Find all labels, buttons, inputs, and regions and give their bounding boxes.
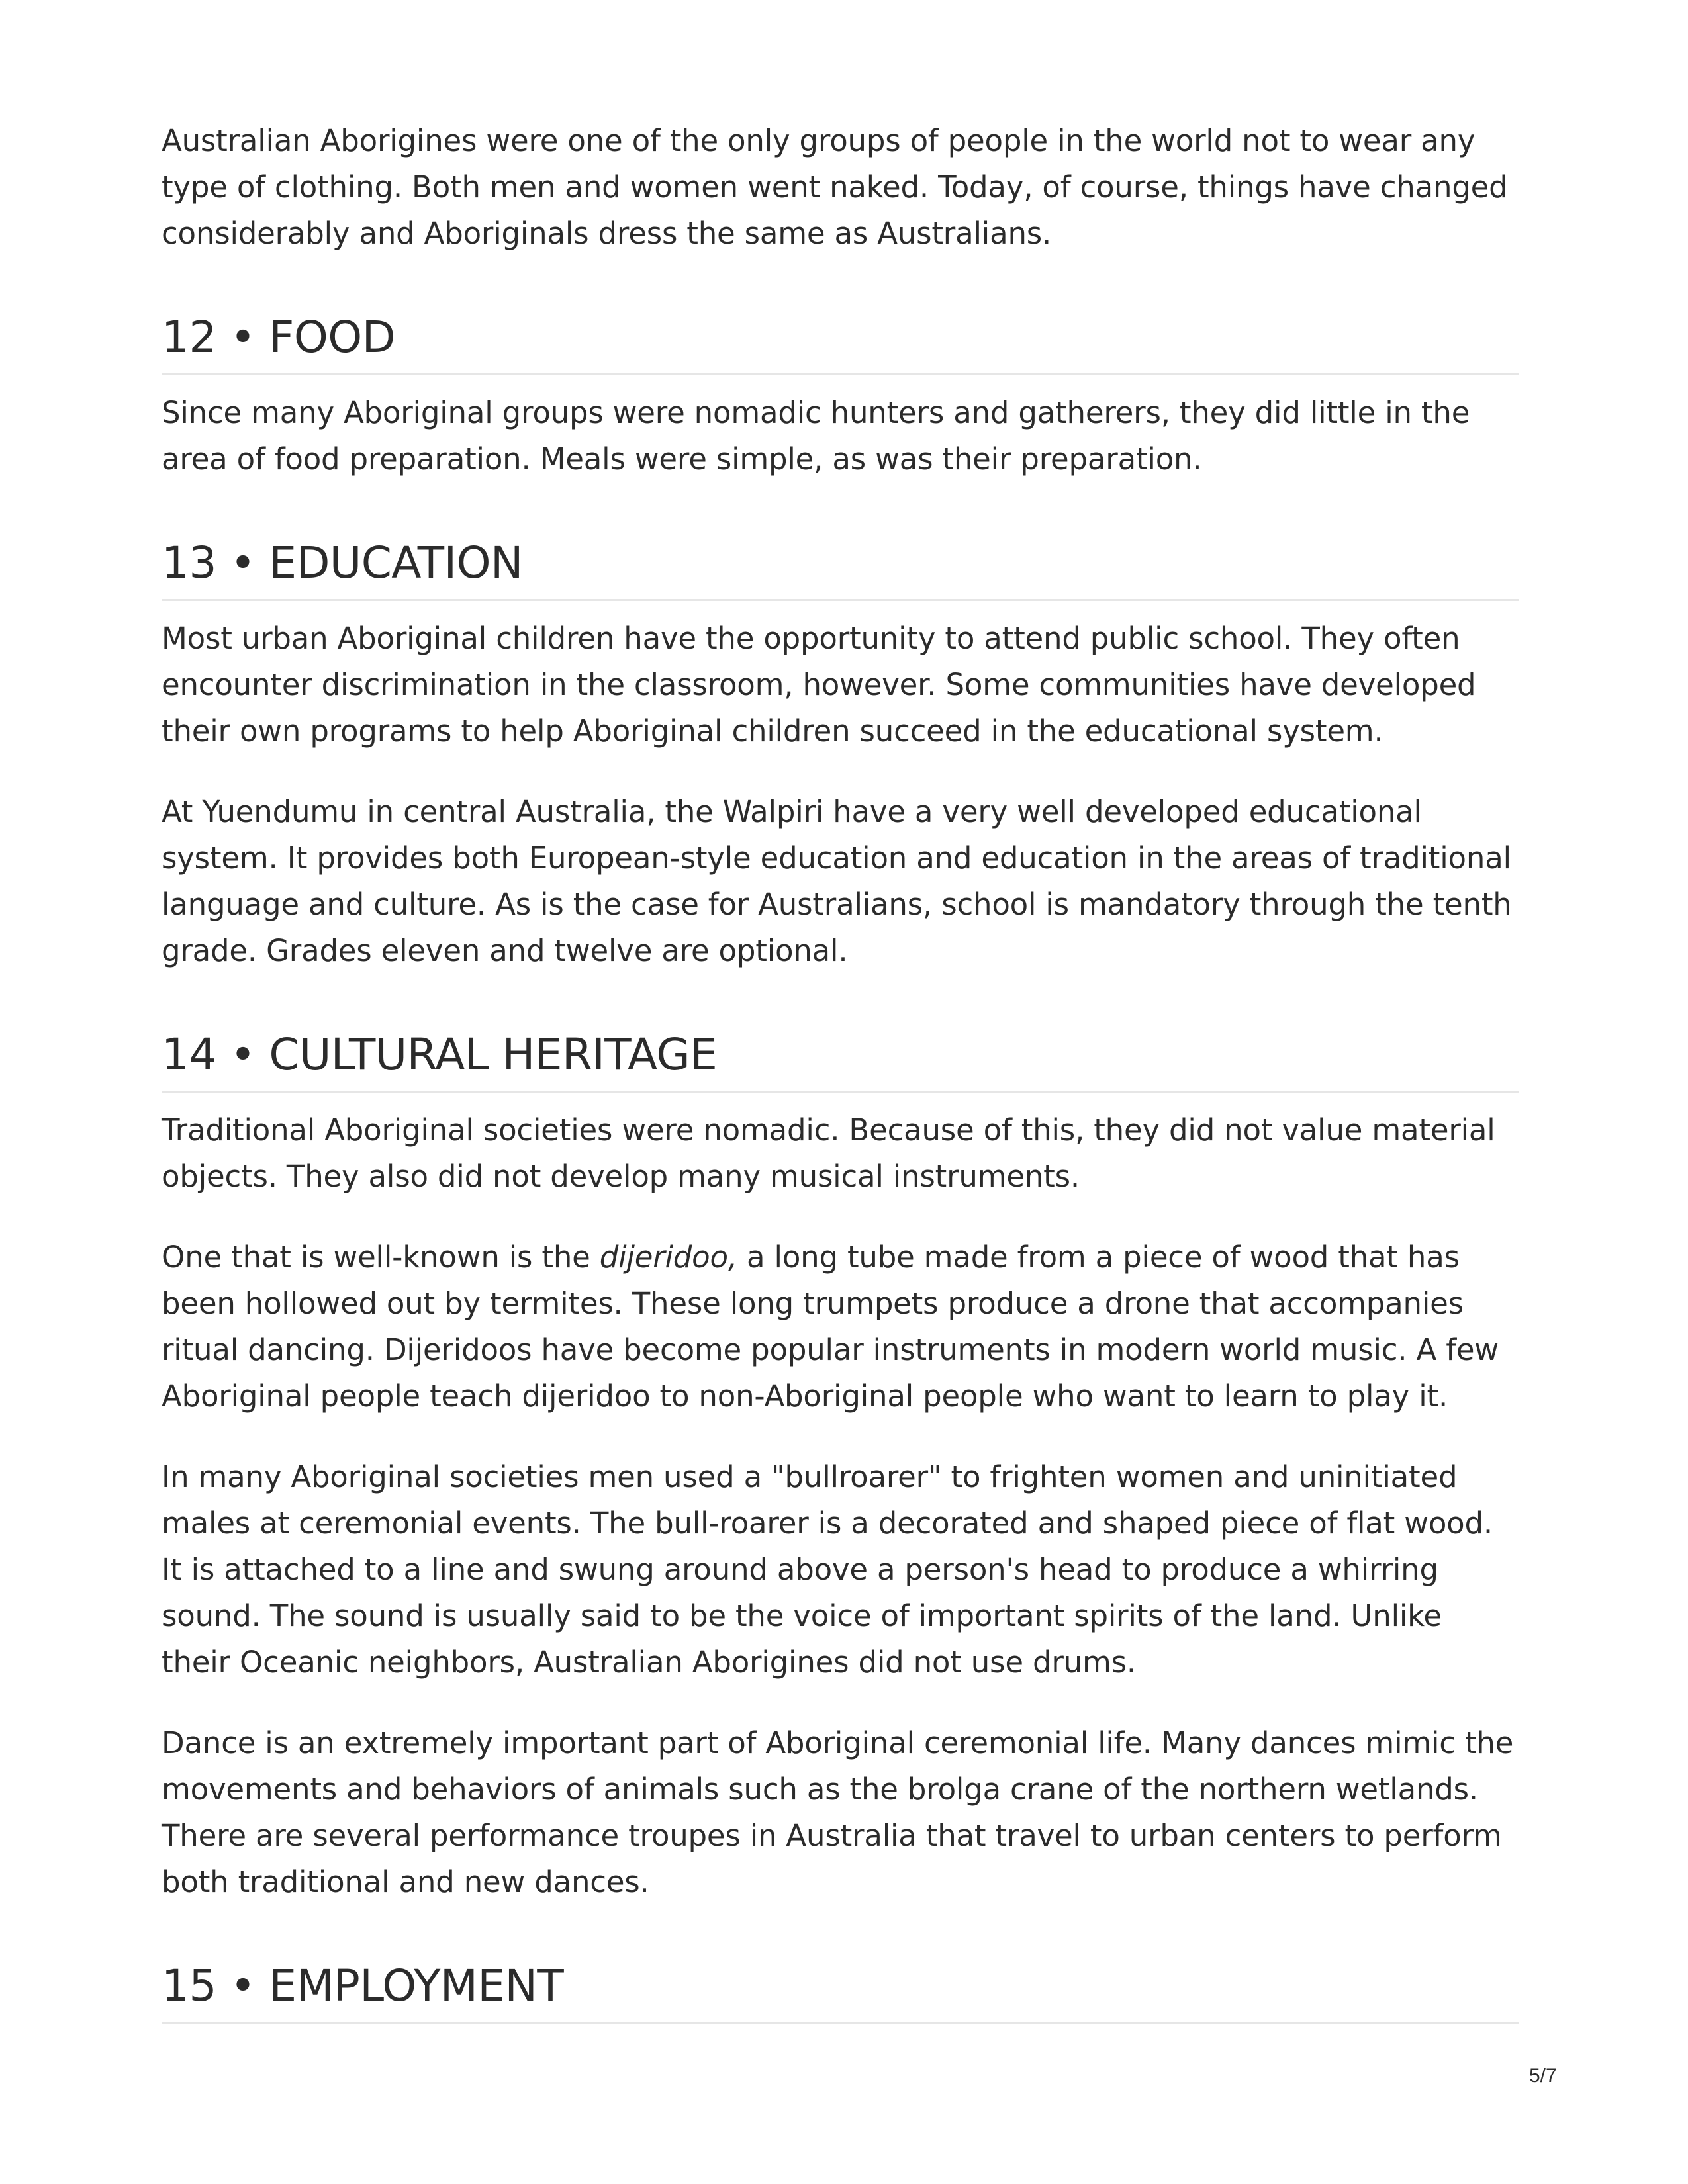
heritage-paragraph-1: Traditional Aboriginal societies were nomadic. Because of this, they did not value material objects. They also did not develop many musical instruments. bbox=[162, 1113, 1495, 1194]
heading-education: 13 • EDUCATION bbox=[162, 537, 1519, 601]
heritage-paragraph-2 bbox=[162, 1234, 1519, 1420]
heading-cultural-heritage: 14 • CULTURAL HERITAGE bbox=[162, 1028, 1519, 1093]
education-paragraph-1: Most urban Aboriginal children have the opportunity to attend public school. They often encounter discrimination in the classroom, however. Some communities have developed their own programs to help Aboriginal children succeed in the educational system. bbox=[162, 621, 1476, 749]
page-number: 5/7 bbox=[1529, 2065, 1557, 2087]
dijeridoo-term: dijeridoo, bbox=[599, 1240, 737, 1275]
section-education bbox=[162, 537, 1519, 974]
intro-paragraph: Australian Aborigines were one of the only groups of people in the world not to wear any type of clothing. Both men and women went naked. Today, of course, things have changed considerably and Aboriginals dress the same as Australians. bbox=[162, 123, 1508, 251]
heritage-paragraph-4: Dance is an extremely important part of Aboriginal ceremonial life. Many dances mimic the movements and behaviors of animals such as the brolga crane of the northern wetlands. There are several performance troupes in Australia that travel to urban centers to perform both traditional and new dances. bbox=[162, 1725, 1514, 1899]
heading-employment: 15 • EMPLOYMENT bbox=[162, 1960, 1519, 2024]
education-paragraph-2: At Yuendumu in central Australia, the Walpiri have a very well developed educational system. It provides both European-style education and education in the areas of traditional language and culture. As is the case for Australians, school is mandatory through the tenth grade. Grades eleven and twelve are optional. bbox=[162, 794, 1512, 968]
heritage-p2-after: a long tube made from a piece of wood that has been hollowed out by termites. These long trumpets produce a drone that accompanies ritual dancing. Dijeridoos have become popular instruments in modern world music. A few Aboriginal people teach dijeridoo to non-Aboriginal people who want to learn to play it. bbox=[162, 1240, 1499, 1414]
section-employment bbox=[162, 1960, 1519, 2024]
heading-food: 12 • FOOD bbox=[162, 311, 1519, 375]
heritage-p2-before: One that is well-known is the bbox=[162, 1240, 600, 1275]
food-paragraph-1: Since many Aboriginal groups were nomadic hunters and gatherers, they did little in the area of food preparation. Meals were simple, as was their preparation. bbox=[162, 395, 1470, 477]
section-food bbox=[162, 311, 1519, 482]
heritage-paragraph-3: In many Aboriginal societies men used a "bullroarer" to frighten women and uninitiated males at ceremonial events. The bull-roarer is a decorated and shaped piece of flat wood. It is attached to a line and swung around above a person's head to produce a whirring sound. The sound is usually said to be the voice of important spirits of the land. Unlike their Oceanic neighbors, Australian Aborigines did not use drums. bbox=[162, 1459, 1493, 1680]
section-cultural-heritage bbox=[162, 1028, 1519, 1905]
document-page bbox=[162, 118, 1519, 2038]
